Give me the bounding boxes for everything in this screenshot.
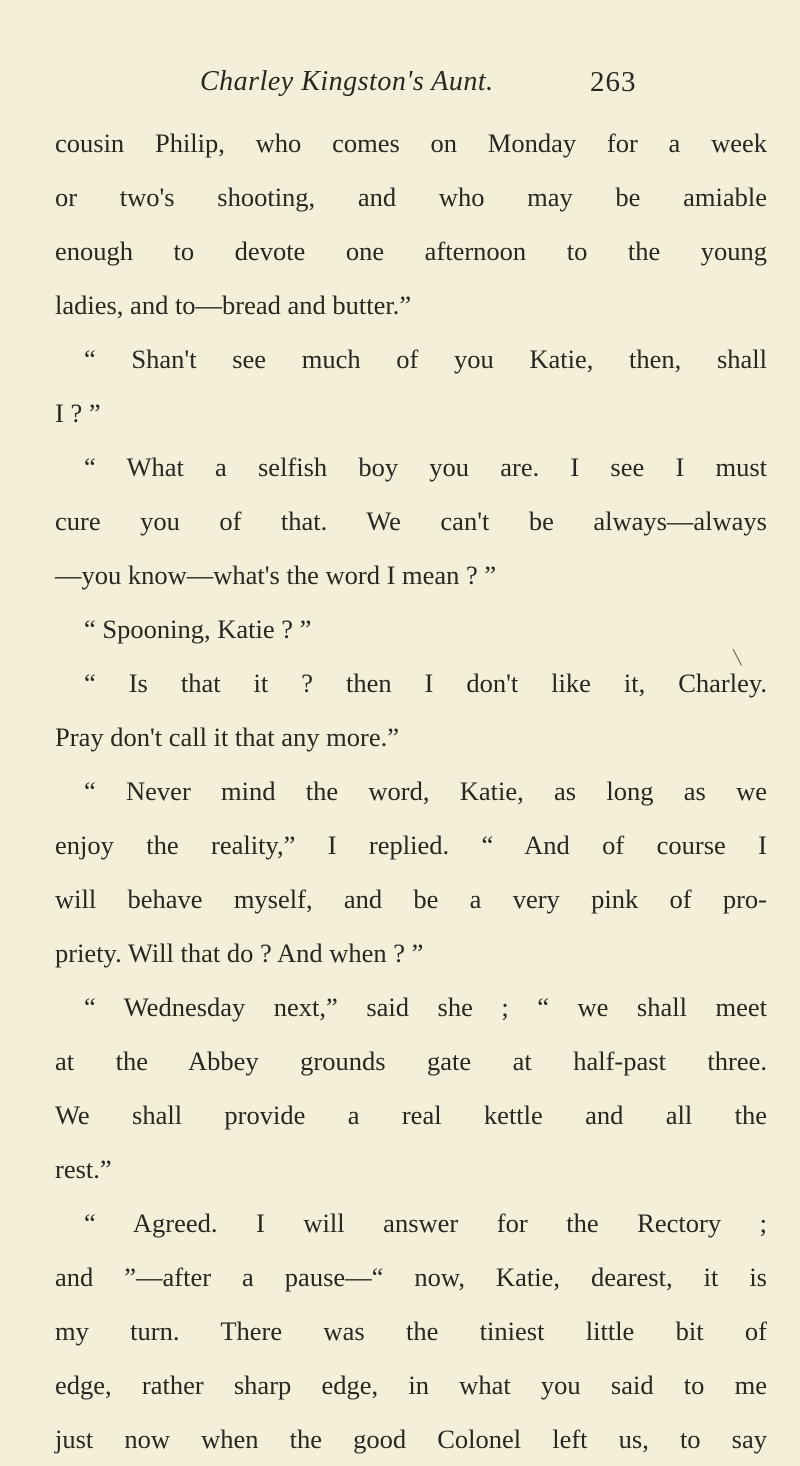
text-line: my turn. There was the tiniest little bit of: [55, 1316, 767, 1346]
text-line: “ Is that it ? then I don't like it, Charley.: [84, 668, 767, 698]
text-line: and ”—after a pause—“ now, Katie, dearest, it is: [55, 1262, 767, 1292]
text-line: just now when the good Colonel left us, to say: [55, 1424, 767, 1454]
text-line: cure you of that. We can't be always—always: [55, 506, 767, 536]
ink-speck: ╲: [733, 651, 742, 666]
text-line: —you know—what's the word I mean ? ”: [55, 560, 497, 590]
running-title: Charley Kingston's Aunt.: [200, 66, 494, 97]
text-line: at the Abbey grounds gate at half-past three.: [55, 1046, 767, 1076]
text-line: “ What a selfish boy you are. I see I must: [84, 452, 767, 482]
text-line: I ? ”: [55, 398, 101, 428]
text-line: enjoy the reality,” I replied. “ And of course I: [55, 830, 767, 860]
text-line: cousin Philip, who comes on Monday for a week: [55, 128, 767, 158]
text-line: “ Spooning, Katie ? ”: [84, 614, 312, 644]
text-line: Pray don't call it that any more.”: [55, 722, 400, 752]
text-line: “ Never mind the word, Katie, as long as we: [84, 776, 767, 806]
text-line: will behave myself, and be a very pink of pro-: [55, 884, 767, 914]
text-line: enough to devote one afternoon to the young: [55, 236, 767, 266]
text-line: priety. Will that do ? And when ? ”: [55, 938, 424, 968]
text-line: We shall provide a real kettle and all the: [55, 1100, 767, 1130]
text-line: rest.”: [55, 1154, 112, 1184]
running-head: [0, 66, 800, 116]
text-line: ladies, and to—bread and butter.”: [55, 290, 412, 320]
text-line: or two's shooting, and who may be amiable: [55, 182, 767, 212]
text-line: “ Shan't see much of you Katie, then, shall: [84, 344, 767, 374]
body-text: [55, 116, 767, 1466]
page-number: 263: [590, 66, 637, 98]
text-line: “ Wednesday next,” said she ; “ we shall meet: [84, 992, 767, 1022]
text-line: edge, rather sharp edge, in what you said to me: [55, 1370, 767, 1400]
text-line: “ Agreed. I will answer for the Rectory ;: [84, 1208, 767, 1238]
